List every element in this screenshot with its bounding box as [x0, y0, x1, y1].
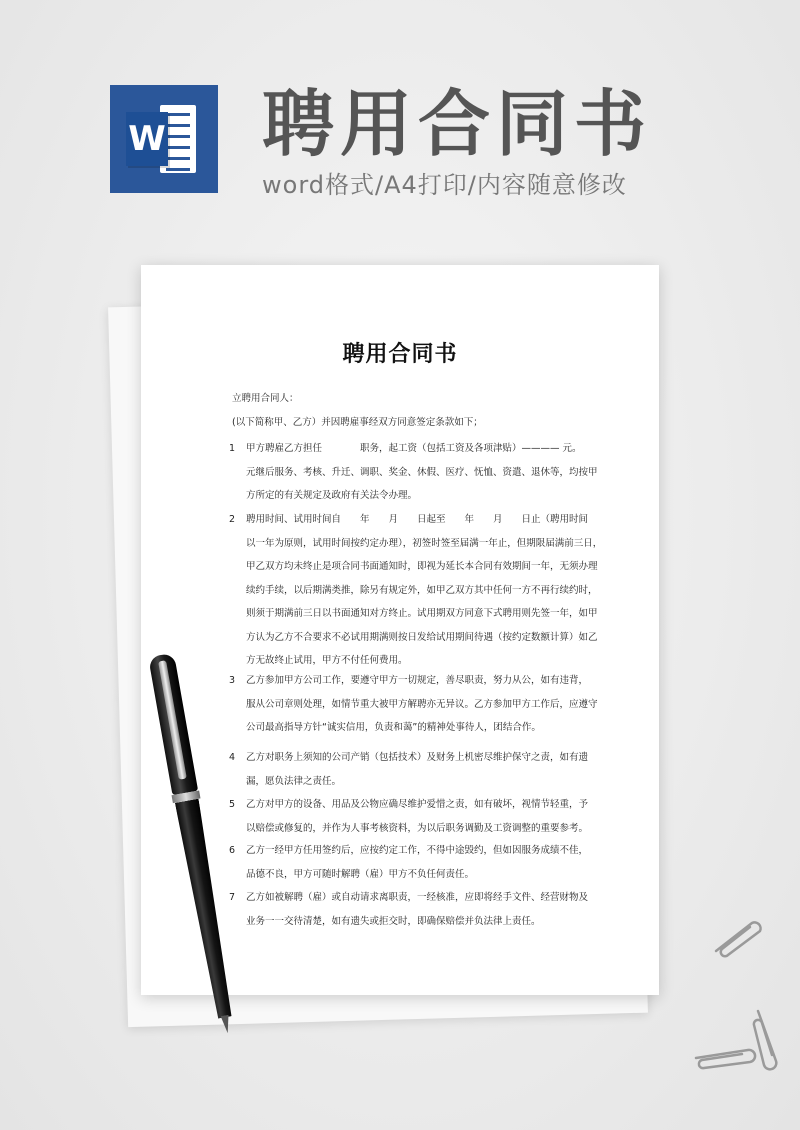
- clause-text: [246, 508, 603, 673]
- clause-number: 2: [229, 514, 236, 525]
- clause-text: [246, 839, 589, 886]
- clause-text: [246, 886, 589, 933]
- clause-line: 乙方对职务上须知的公司产销（包括技术）及财务上机密尽维护保守之责，如有遗: [246, 752, 589, 763]
- clause-item: [229, 799, 589, 840]
- clause-item: [229, 892, 589, 933]
- clause-line: 方所定的有关规定及政府有关法令办理。: [246, 490, 418, 501]
- paperclip-icon: [708, 915, 768, 960]
- clause-line: 乙方如被解聘（雇）或自动请求离职责，一经核准，应即将经手文件、经营财物及: [246, 892, 589, 903]
- clause-line: 乙方一经甲方任用签约后，应按约定工作，不得中途毁约，但如因服务成绩不佳，: [246, 845, 589, 856]
- page-title: 聘用合同书: [262, 82, 653, 166]
- pen-tip: [221, 1015, 232, 1034]
- clause-number: 4: [229, 752, 236, 763]
- clause-line: 聘用时间、试用时间自 年 月 日起至 年 月 日止（聘用时间: [246, 514, 589, 525]
- clause-item: [229, 514, 603, 673]
- clause-line: 甲乙双方均未终止是项合同书面通知时，即视为延长本合同有效期间一年，无须办理: [246, 561, 598, 572]
- clause-item: [229, 675, 598, 740]
- word-letter: W: [126, 112, 168, 166]
- clause-text: [246, 746, 589, 793]
- intro-line: 立聘用合同人：: [232, 393, 299, 404]
- clause-number: 1: [229, 443, 236, 454]
- clause-line: 乙方对甲方的设备、用品及公物应确尽维护爱惜之责，如有破坏，视情节轻重，予: [246, 799, 589, 810]
- clause-line: 漏，愿负法律之责任。: [246, 775, 342, 787]
- clause-line: 方无故终止试用，甲方不付任何费用。: [246, 655, 408, 666]
- clause-line: 品德不良，甲方可随时解聘（雇）甲方不负任何责任。: [246, 868, 475, 880]
- clause-line: 业务一一交待清楚，如有遗失或拒交时，即确保赔偿并负法律上责任。: [246, 915, 541, 927]
- clause-text: [246, 437, 598, 508]
- clause-line: 以赔偿或修复的，并作为人事考核资料，为以后职务调勤及工资调整的重要参考。: [246, 822, 589, 834]
- clause-item: [229, 845, 589, 886]
- clause-number: 6: [229, 845, 236, 856]
- word-logo-icon: [110, 85, 218, 193]
- document-title: 聘用合同书: [342, 342, 458, 367]
- clause-line: 甲方聘雇乙方担任 职务，起工资（包括工资及各项津贴）———— 元。: [246, 443, 582, 454]
- page-subtitle: word格式/A4打印/内容随意修改: [262, 171, 627, 199]
- clause-number: 3: [229, 675, 236, 686]
- clause-number: 7: [229, 892, 236, 903]
- clause-line: 乙方参加甲方公司工作，要遵守甲方一切规定，善尽职责，努力从公，如有违背，: [246, 675, 589, 686]
- intro-line: (以下简称甲、乙方）并因聘雇事经双方同意签定条款如下；: [232, 417, 483, 428]
- clause-line: 服从公司章则处理，如情节重大被甲方解聘亦无异议。乙方参加甲方工作后，应遵守: [246, 698, 598, 710]
- clause-text: [246, 793, 589, 840]
- clause-item: [229, 752, 589, 793]
- clause-text: [246, 669, 598, 740]
- paperclip-icon: [748, 1005, 788, 1075]
- clause-line: 元继后服务、考核、升迁、调职、奖金、休假、医疗、怃恤、资遣、退休等，均按甲: [246, 466, 598, 478]
- clause-number: 5: [229, 799, 236, 810]
- clause-item: [229, 443, 598, 508]
- clause-line: 方认为乙方不合要求不必试用期满则按日发给试用期间待遇（按约定数额计算）如乙: [246, 631, 598, 643]
- clause-line: 则须于期满前三日以书面通知对方终止。试用期双方同意下式聘用则先签一年，如甲: [246, 608, 598, 619]
- clause-line: 续约手续，以后期满类推，除另有规定外，如甲乙双方其中任何一方不再行续约时，: [246, 584, 598, 596]
- clause-line: 以一年为原则，试用时间按约定办理），初签时签至届满一年止，但期限届满前三日，: [246, 537, 603, 549]
- clause-line: 公司最高指导方针“诚实信用，负责和蔼”的精神处事待人，团结合作。: [246, 722, 541, 733]
